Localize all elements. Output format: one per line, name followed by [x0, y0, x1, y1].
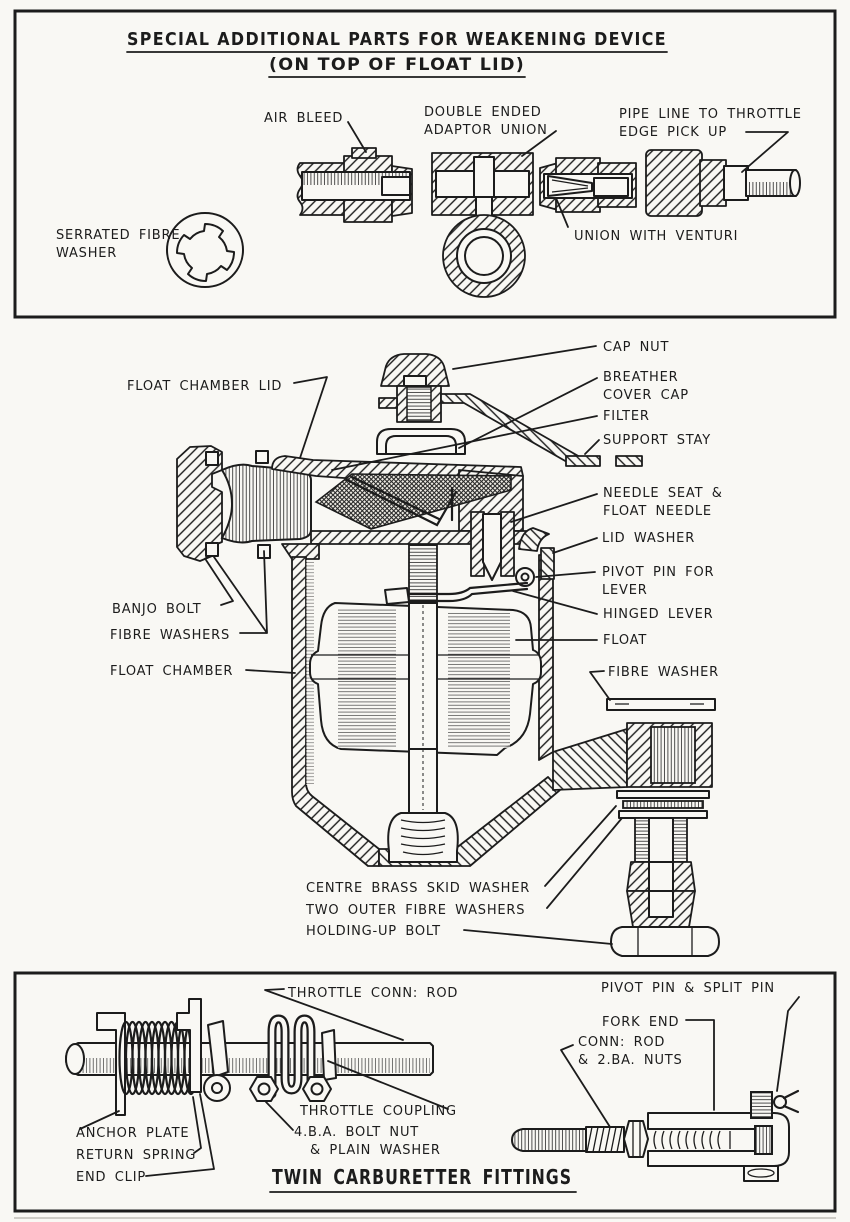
label-holding-up: HOLDING-UP BOLT [306, 924, 441, 939]
label-cap-nut: CAP NUT [603, 340, 670, 355]
label-conn-rod-2: & 2.BA. NUTS [578, 1053, 683, 1068]
label-banjo-bolt: BANJO BOLT [112, 602, 202, 617]
label-two-outer: TWO OUTER FIBRE WASHERS [306, 903, 526, 918]
label-adaptor-union-1: DOUBLE ENDED [424, 105, 542, 120]
label-return-spring: RETURN SPRING [76, 1148, 197, 1163]
air-bleed-drawing [298, 148, 413, 222]
adaptor-union-drawing [432, 153, 533, 297]
label-needle-1: NEEDLE SEAT & [603, 486, 723, 501]
label-pipe-line-2: EDGE PICK UP [619, 125, 728, 140]
label-float-chamber-lid: FLOAT CHAMBER LID [127, 379, 283, 394]
label-pipe-line-1: PIPE LINE TO THROTTLE [619, 107, 802, 122]
label-breather-2: COVER CAP [603, 388, 689, 403]
label-conn-rod-1: CONN: ROD [578, 1035, 666, 1050]
label-adaptor-union-2: ADAPTOR UNION [424, 123, 548, 138]
pipe-line-drawing [646, 150, 800, 216]
label-float-chamber: FLOAT CHAMBER [110, 664, 234, 679]
label-bolt-nut-1: 4.B.A. BOLT NUT [294, 1125, 420, 1140]
label-anchor-plate: ANCHOR PLATE [76, 1126, 190, 1141]
label-centre-brass: CENTRE BRASS SKID WASHER [306, 881, 531, 896]
label-support-stay: SUPPORT STAY [603, 433, 711, 448]
serrated-washer-drawing [167, 213, 243, 287]
label-serrated-washer-1: SERRATED FIBRE [56, 228, 181, 243]
throttle-rod-assembly-drawing [66, 999, 433, 1115]
label-air-bleed: AIR BLEED [264, 111, 344, 126]
label-breather-1: BREATHER [603, 370, 679, 385]
top-panel-title-line1: SPECIAL ADDITIONAL PARTS FOR WEAKENING DEVICE [127, 30, 667, 50]
label-needle-2: FLOAT NEEDLE [603, 504, 712, 519]
label-fibre-washers: FIBRE WASHERS [110, 628, 231, 643]
label-union-with-venturi: UNION WITH VENTURI [574, 229, 739, 244]
label-float: FLOAT [603, 633, 648, 648]
label-fibre-washer: FIBRE WASHER [608, 665, 720, 680]
label-filter: FILTER [603, 409, 650, 424]
label-hinged-lever: HINGED LEVER [603, 607, 714, 622]
label-throttle-coupling: THROTTLE COUPLING [300, 1104, 457, 1119]
label-pivot-1: PIVOT PIN FOR [602, 565, 715, 580]
label-pivot-split: PIVOT PIN & SPLIT PIN [601, 981, 775, 996]
top-panel-title-line2: (ON TOP OF FLOAT LID) [269, 55, 525, 74]
label-lid-washer: LID WASHER [602, 531, 696, 546]
label-bolt-nut-2: & PLAIN WASHER [310, 1143, 441, 1158]
bottom-panel-title: TWIN CARBURETTER FITTINGS [272, 1165, 572, 1189]
label-throttle-conn-rod: THROTTLE CONN: ROD [288, 986, 459, 1001]
label-end-clip: END CLIP [76, 1170, 146, 1185]
label-pivot-2: LEVER [602, 583, 648, 598]
label-serrated-washer-2: WASHER [56, 246, 118, 261]
label-fork-end: FORK END [602, 1015, 680, 1030]
union-venturi-drawing [540, 158, 636, 212]
